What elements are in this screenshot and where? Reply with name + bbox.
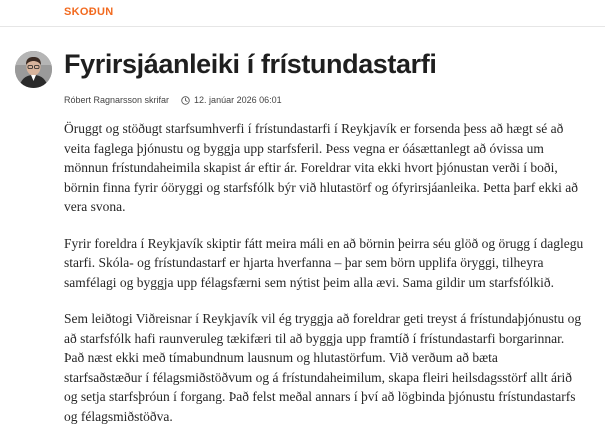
paragraph-line: og félagsmiðstöðva. — [64, 408, 173, 424]
paragraph-line: veita faglega þjónustu og byggja upp starfsferil. Þess vegna er óásættanlegt að óvissa um — [64, 140, 544, 156]
article-meta — [64, 95, 282, 105]
paragraph-2 — [64, 234, 599, 293]
paragraph-line: og setja starfsþróun í forgang. Það felst meðal annars í því að lögbinda þjónustu frístundastarfs — [64, 389, 576, 404]
clock-icon — [181, 96, 190, 105]
author-byline[interactable]: Róbert Ragnarsson skrifar — [64, 95, 170, 105]
article-body — [64, 119, 599, 426]
paragraph-line: starfsaðstæður í félagsmiðstöðvum og á frístundaheimilum, skapa fleiri heilsdagsstörf allt árið — [64, 369, 573, 385]
publish-date: 12. janúar 2026 06:01 — [194, 95, 282, 105]
section-label[interactable]: SKOÐUN — [64, 6, 114, 18]
paragraph-line: Öruggt og stöðugt starfsumhverfi í frístundastarfi í Reykjavík er forsenda þess að hægt sé að — [64, 121, 564, 136]
author-avatar[interactable] — [15, 51, 52, 88]
header-divider — [0, 26, 605, 27]
paragraph-line: starfi. Skóla- og frístundastarf er hjarta hverfanna – þar sem börn upplifa öryggi, tilheyra — [64, 255, 544, 270]
paragraph-line: börnin finna fyrir óöryggi og starfsfólk býr við hlutastörf og ófyrirsjáanleika. Þetta þarf ekki að — [64, 179, 578, 195]
article-title: Fyrirsjáanleiki í frístundastarfi — [64, 49, 437, 79]
paragraph-line: Sem leiðtogi Viðreisnar í Reykjavík vil ég tryggja að foreldrar geti treyst á frístundaþjónustu og — [64, 311, 582, 326]
paragraph-line: samfélagi og byggja upp félagsfærni sem nýtist þeim alla ævi. Sama gildir um starfsfólkið. — [64, 274, 555, 290]
paragraph-line: að starfsfólk hafi raunveruleg tækifæri til að byggja upp framtíð í frístundastarfi borgarinnar. — [64, 330, 565, 346]
author-photo — [15, 51, 52, 88]
paragraph-line: Það næst ekki með tímabundnum lausnum og hlutastörfum. Við verðum að bæta — [64, 350, 498, 365]
paragraph-line: mönnun frístundaheimila skapist ár eftir ár. Foreldrar vita ekki hvort þjónustan verði í boði, — [64, 160, 558, 175]
paragraph-line: Fyrir foreldra í Reykjavík skiptir fátt meira máli en að börnin þeirra séu glöð og örugg í daglegu — [64, 235, 584, 251]
paragraph-line: vera svona. — [64, 199, 126, 214]
paragraph-3 — [64, 309, 599, 426]
paragraph-1 — [64, 119, 599, 217]
